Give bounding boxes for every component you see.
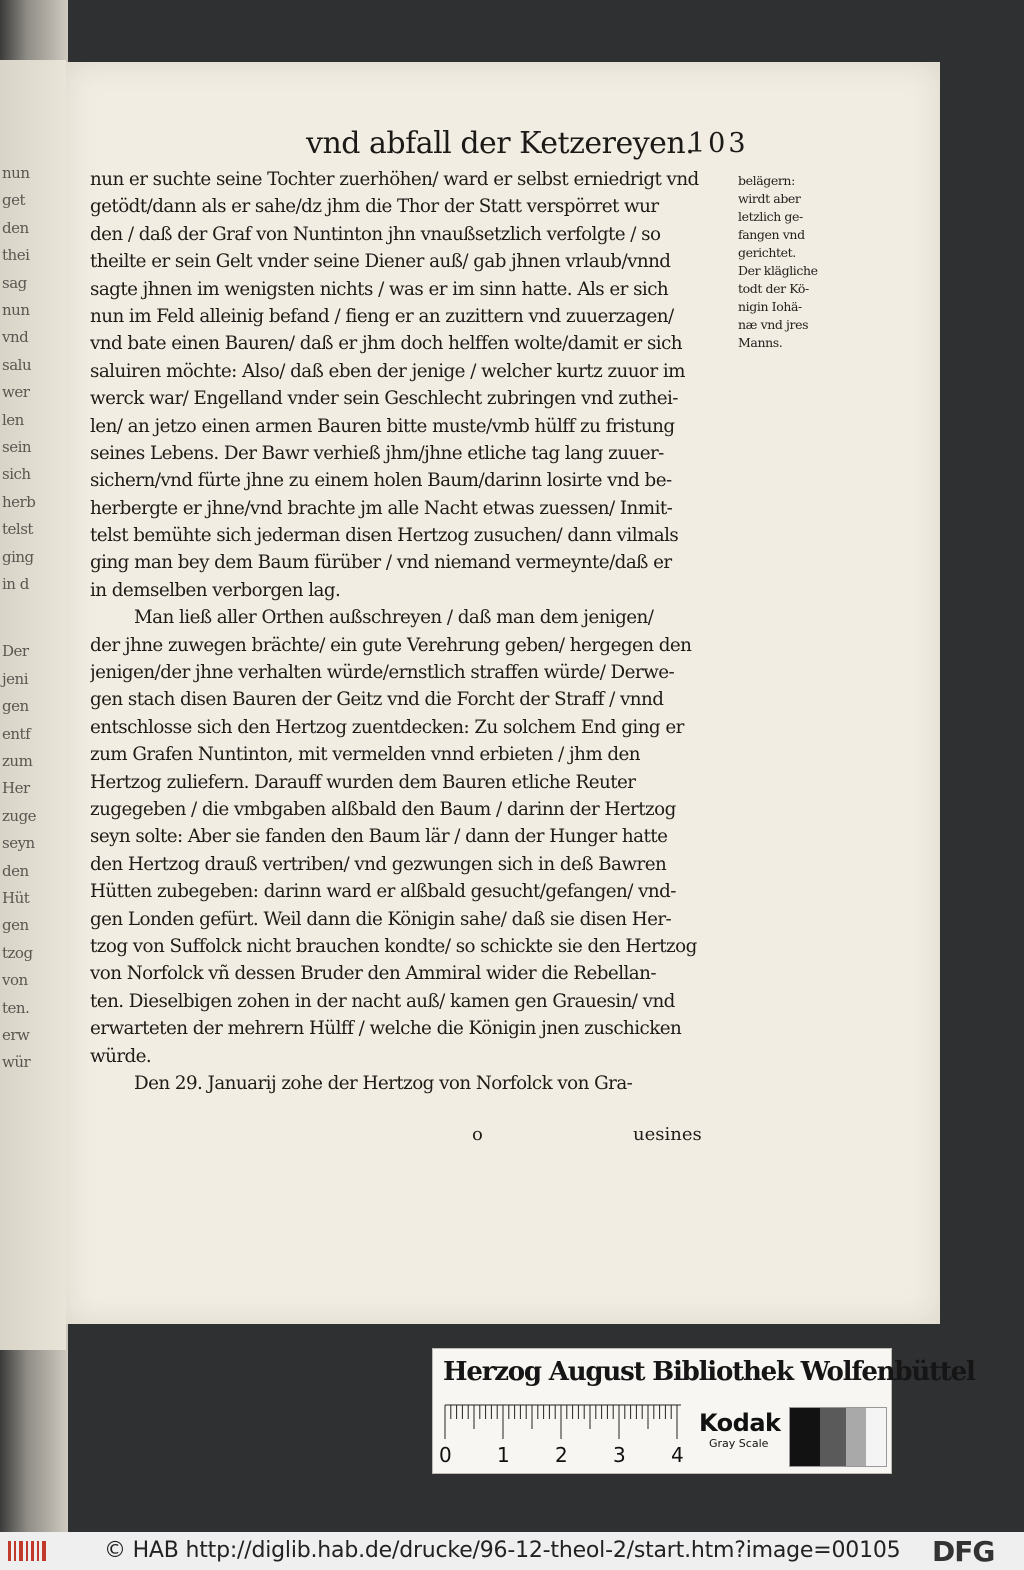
text-line: Hütten zubegeben: darinn ward er alßbald gesucht/gefangen/ vnd- [90, 881, 676, 903]
library-name: Herzog August Bibliothek Wolfenbüttel [443, 1357, 975, 1387]
text-line: entschlosse sich den Hertzog zuentdecken: Zu solchem End ging er [90, 716, 684, 738]
gray-scale-swatches [789, 1407, 887, 1467]
text-line: Den 29. Januarij zohe der Hertzog von Norfolck von Gra- [134, 1072, 633, 1094]
facing-page-text-fragment: seyn [2, 834, 35, 853]
text-line: in demselben verborgen lag. [90, 579, 341, 601]
text-line: zum Grafen Nuntinton, mit vermelden vnnd erbieten / jhm den [90, 744, 641, 766]
facing-page-text-fragment: den [2, 218, 29, 237]
footer-bar [0, 1532, 1024, 1570]
facing-page-text-fragment: Der [2, 642, 29, 661]
facing-page-text-fragment: sich [2, 465, 31, 484]
facing-page-text-fragment: zuge [2, 806, 37, 825]
dfg-logo: DFG [932, 1535, 995, 1568]
facing-page-text-fragment: telst [2, 520, 33, 539]
facing-page-text-fragment: den [2, 861, 29, 880]
facing-page-text-fragment: sein [2, 438, 32, 456]
margin-note-line: wirdt aber [738, 191, 801, 206]
margin-note-line: Der klägliche [738, 263, 818, 278]
text-line: ten. Dieselbigen zohen in der nacht auß/ kamen gen Grauesin/ vnd [90, 990, 675, 1012]
text-line: getödt/dann als er sahe/dz jhm die Thor der Statt verspörret wur [90, 196, 659, 218]
facing-page-text-fragment: jeni [2, 669, 28, 688]
text-line: erwarteten der mehrern Hülff / welche die Königin jnen zuschicken [90, 1018, 682, 1040]
text-line: seyn solte: Aber sie fanden den Baum lär / dann der Hunger hatte [90, 826, 668, 848]
ruler-number: 3 [613, 1443, 626, 1467]
footer-citation-link[interactable]: © HAB http://diglib.hab.de/drucke/96-12-theol-2/start.htm?image=00105 [104, 1538, 901, 1563]
text-line: würde. [90, 1045, 152, 1067]
text-line: vnd bate einen Bauren/ daß er jhm doch helffen wolte/damit er sich [90, 333, 683, 355]
facing-page-text-fragment: gen [2, 697, 29, 716]
kodak-logo: Kodak [699, 1409, 781, 1437]
text-line: telst bemühte sich jederman disen Hertzog zusuchen/ dann vilmals [90, 525, 679, 547]
facing-page-text-fragment: vnd [2, 328, 29, 347]
text-line: theilte er sein Gelt vnder seine Diener auß/ gab jhnen vrlaub/vnnd [90, 251, 671, 273]
facing-page-text-fragment: entf [2, 724, 31, 743]
text-line: den Hertzog drauß vertriben/ vnd gezwungen sich in deß Bawren [90, 853, 667, 875]
running-title: vnd abfall der Ketzereyen. [306, 126, 695, 161]
facing-page-text-fragment: nun [2, 164, 30, 182]
text-line: herbergte er jhne/vnd brachte jm alle Nacht etwas zuessen/ Inmit- [90, 497, 673, 519]
gray-swatch [820, 1408, 846, 1466]
text-line: werck war/ Engelland vnder sein Geschlecht zubringen vnd zuthei- [90, 388, 678, 410]
ruler-number: 2 [555, 1443, 568, 1467]
margin-note-line: fangen vnd [738, 227, 805, 242]
text-line: Man ließ aller Orthen außschreyen / daß man dem jenigen/ [134, 607, 654, 629]
catchword: uesines [633, 1124, 702, 1145]
margin-note-line: todt der Kö- [738, 281, 809, 296]
text-line: gen stach disen Bauren der Geitz vnd die Forcht der Straff / vnnd [90, 689, 664, 711]
facing-page-text-fragment: Hüt [2, 889, 30, 907]
text-line: jenigen/der jhne verhalten würde/ernstlich straffen würde/ Derwe- [90, 662, 675, 684]
text-line: nun im Feld alleinig befand / fieng er an zuzittern vnd zuuerzagen/ [90, 305, 674, 327]
facing-page-text-fragment: wer [2, 383, 30, 402]
book-page [66, 62, 940, 1324]
ruler-number: 0 [439, 1443, 452, 1467]
signature-mark: o [472, 1124, 483, 1145]
text-line: ging man bey dem Baum fürüber / vnd niemand vermeynte/daß er [90, 552, 672, 574]
text-line: sagte jhnen im wenigsten nichts / was er im sinn hatte. Als er sich [90, 278, 669, 300]
margin-note-line: nigin Iohä- [738, 299, 802, 314]
text-line: len/ an jetzo einen armen Bauren bitte muste/vmb hülff zu fristung [90, 415, 675, 437]
gray-swatch [790, 1408, 820, 1466]
text-line: der jhne zuwegen brächte/ ein gute Verehrung geben/ hergegen den [90, 634, 692, 656]
facing-page-text-fragment: in d [2, 575, 29, 593]
text-line: gen Londen gefürt. Weil dann die Königin sahe/ daß sie disen Her- [90, 908, 672, 930]
text-line: Hertzog zuliefern. Darauff wurden dem Bauren etliche Reuter [90, 771, 636, 793]
text-line: saluiren möchte: Also/ daß eben der jenige / welcher kurtz zuuor im [90, 360, 685, 382]
text-line: nun er suchte seine Tochter zuerhöhen/ ward er selbst erniedrigt vnd [90, 169, 699, 190]
facing-page-text-fragment: tzog [2, 943, 33, 962]
ruler-number: 4 [671, 1443, 684, 1467]
marginal-note [738, 172, 838, 352]
facing-page-text-fragment: sag [2, 273, 27, 292]
page-number: 103 [688, 128, 749, 159]
margin-note-line: Manns. [738, 335, 783, 350]
hab-barcode-icon [6, 1538, 48, 1564]
facing-page-text-fragment: wür [2, 1053, 31, 1072]
text-line: von Norfolck vñ dessen Bruder den Ammiral wider die Rebellan- [90, 963, 656, 985]
facing-page-text-fragment: zum [2, 752, 33, 770]
facing-page-text-fragment: len [2, 410, 24, 429]
gray-scale-label: Gray Scale [709, 1437, 769, 1450]
gray-swatch [846, 1408, 866, 1466]
facing-page-text-fragment: salu [2, 355, 32, 374]
text-line: sichern/vnd fürte jhne zu einem holen Baum/darinn losirte vnd be- [90, 470, 672, 492]
facing-page-text-fragment: Her [2, 779, 30, 798]
margin-note-line: belägern: [738, 173, 795, 188]
main-text-block [90, 166, 734, 1097]
facing-page-text-fragment: ging [2, 547, 34, 566]
ruler-number: 1 [497, 1443, 510, 1467]
text-line: zugegeben / die vmbgaben alßbald den Baum / darinn der Hertzog [90, 798, 676, 820]
text-line: seines Lebens. Der Bawr verhieß jhm/jhne etliche tag lang zuuer- [90, 442, 664, 464]
color-target-card [432, 1348, 975, 1474]
scale-ruler [441, 1403, 691, 1473]
facing-page-text-fragment: gen [2, 916, 29, 935]
text-line: den / daß der Graf von Nuntinton jhn vnaußsetzlich verfolgte / so [90, 223, 661, 245]
facing-page-text-fragment: thei [2, 246, 30, 265]
margin-note-line: letzlich ge- [738, 209, 803, 224]
facing-page-fragment [0, 60, 66, 1350]
gray-swatch [866, 1408, 886, 1466]
text-line: tzog von Suffolck nicht brauchen kondte/ so schickte sie den Hertzog [90, 935, 697, 957]
facing-page-text-fragment: get [2, 191, 26, 210]
facing-page-text-fragment: von [2, 971, 28, 990]
margin-note-line: gerichtet. [738, 245, 796, 260]
margin-note-line: næ vnd jres [738, 317, 809, 332]
facing-page-text-fragment: nun [2, 301, 30, 319]
facing-page-text-fragment: herb [2, 492, 36, 511]
ruler-ticks [441, 1403, 691, 1443]
running-header [238, 126, 798, 166]
facing-page-text-fragment: erw [2, 1026, 30, 1044]
facing-page-text-fragment: ten. [2, 998, 30, 1017]
